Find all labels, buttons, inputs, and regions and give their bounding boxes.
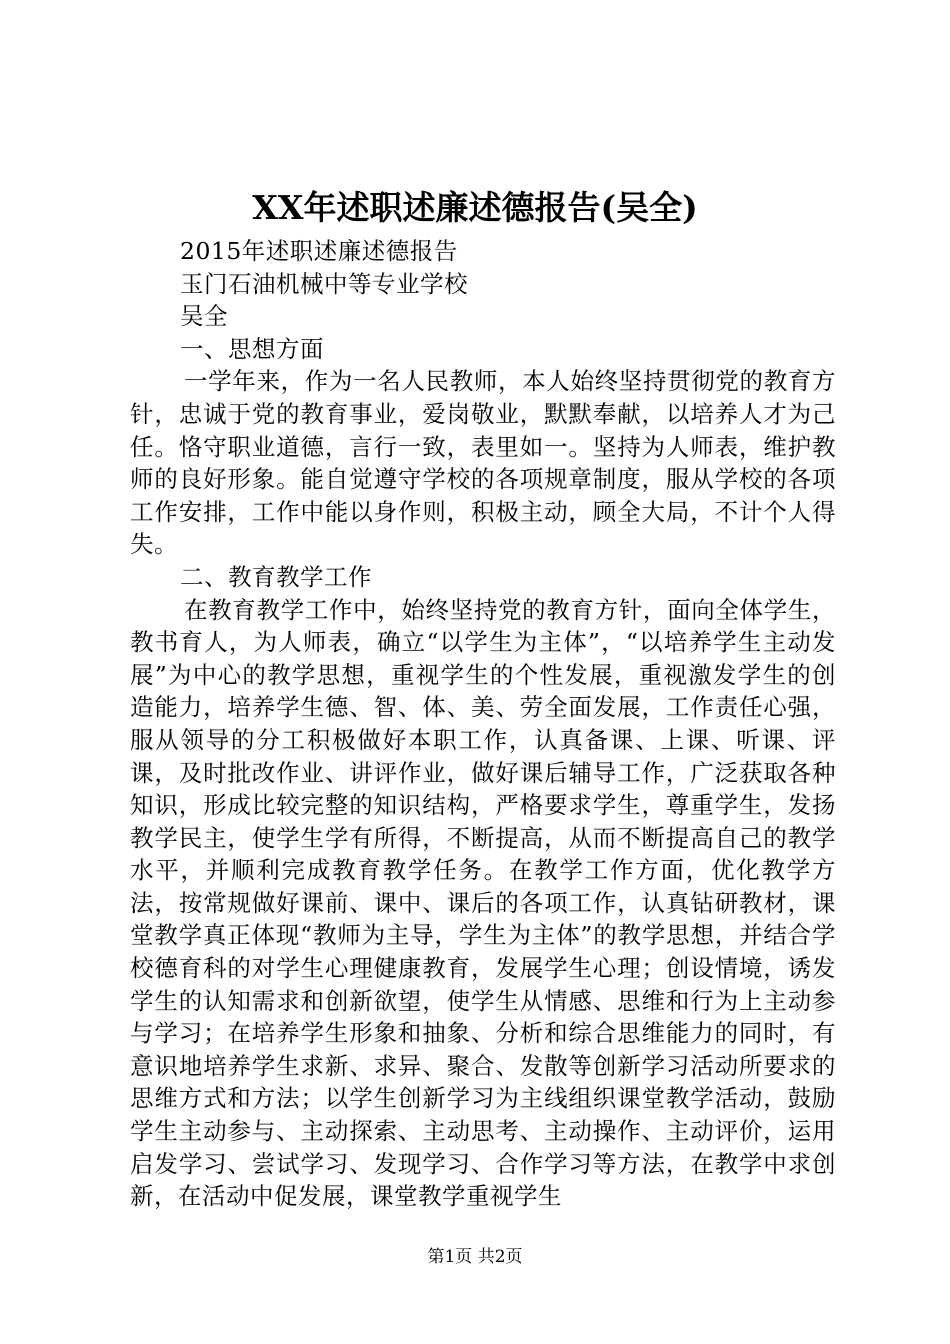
report-subtitle: 2015年述职述廉述德报告 — [180, 237, 458, 265]
section-heading-teaching: 二、教育教学工作 — [180, 562, 372, 591]
author-name: 吴全 — [180, 302, 228, 331]
section-heading-thought: 一、思想方面 — [180, 334, 324, 363]
section-text-thought: 一学年来，作为一名人民教师，本人始终坚持贯彻党的教育方针，忠诚于党的教育事业，爱岗敬业，默默奉献，以培养人才为己任。恪守职业道德，言行一致，表里如一。坚持为人师表，维护教师的良好形象。能自觉遵守学校的各项规章制度，服从学校的各项工作安排，工作中能以身作则，积极主动，顾全大局，不计个人得失。 — [130, 367, 836, 559]
page-footer: 第1页 共2页 — [427, 1247, 523, 1267]
document-title: XX年述职述廉述德报告(吴全) — [252, 188, 698, 227]
section-text-teaching: 在教育教学工作中，始终坚持党的教育方针，面向全体学生，教书育人，为人师表，确立“以学生为主体”，“以培养学生主动发展”为中心的教学思想，重视学生的个性发展，重视激发学生的创造能力，培养学生德、智、体、美、劳全面发展，工作责任心强，服从领导的分工积极做好本职工作，认真备课、上课、听课、评课，及时批改作业、讲评作业，做好课后辅导工作，广泛获取各种知识，形成比较完整的知识结构，严格要求学生，尊重学生，发扬教学民主，使学生学有所得，不断提高，从而不断提高自己的教学水平，并顺利完成教育教学任务。在教学工作方面，优化教学方法，按常规做好课前、课中、课后的各项工作，认真钻研教材，课堂教学真正体现“教师为主导，学生为主体”的教学思想，并结合学校德育科的对学生心理健康教育，发展学生心理；创设情境，诱发学生的认知需求和创新欲望，使学生从情感、思维和行为上主动参与学习；在培养学生形象和抽象、分析和综合思维能力的同时，有意识地培养学生求新、求异、聚合、发散等创新学习活动所要求的思维方式和方法；以学生创新学习为主线组织课堂教学活动，鼓励学生主动参与、主动探索、主动思考、主动操作、主动评价，运用启发学习、尝试学习、发现学习、合作学习等方法，在教学中求创新，在活动中促发展，课堂教学重视学生 — [130, 595, 836, 1211]
school-name: 玉门石油机械中等专业学校 — [180, 269, 468, 298]
document-body — [130, 235, 836, 1213]
